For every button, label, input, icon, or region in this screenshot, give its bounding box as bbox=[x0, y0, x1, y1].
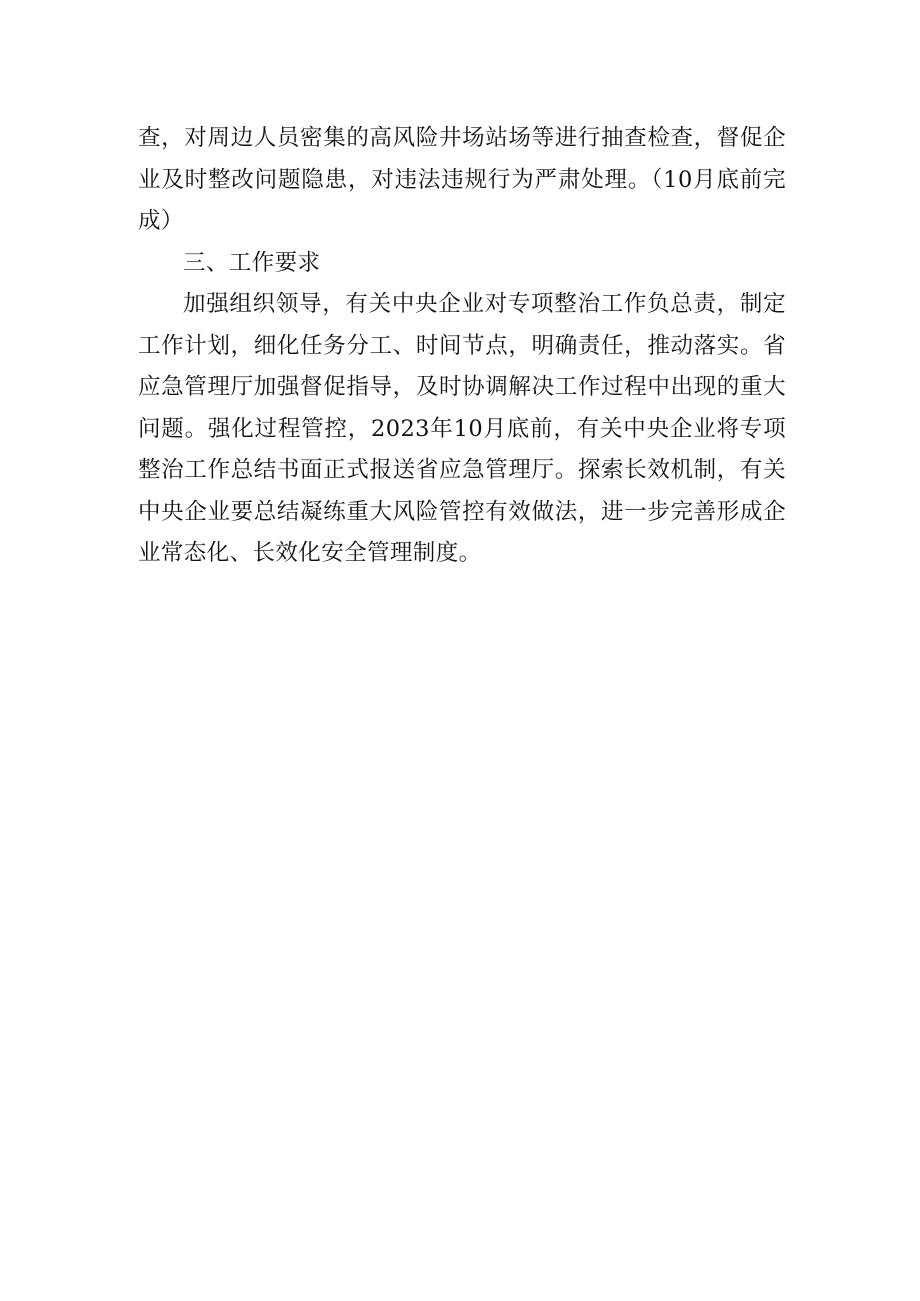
section-heading: 三、工作要求 bbox=[183, 249, 321, 276]
paragraph-continued: 查，对周边人员密集的高风险井场站场等进行抽查检查，督促企业及时整改问题隐患，对违法违规行为严肃处理。（10月底前完成） bbox=[138, 125, 786, 234]
document-body bbox=[138, 118, 786, 575]
paragraph-requirements: 加强组织领导，有关中央企业对专项整治工作负总责，制定工作计划，细化任务分工、时间节点，明确责任，推动落实。省应急管理厅加强督促指导，及时协调解决工作过程中出现的重大问题。强化过程管控，2023年10月底前，有关中央企业将专项整治工作总结书面正式报送省应急管理厅。探索长效机制，有关中央企业要总结凝练重大风险管控有效做法，进一步完善形成企业常态化、长效化安全管理制度。 bbox=[138, 291, 786, 566]
